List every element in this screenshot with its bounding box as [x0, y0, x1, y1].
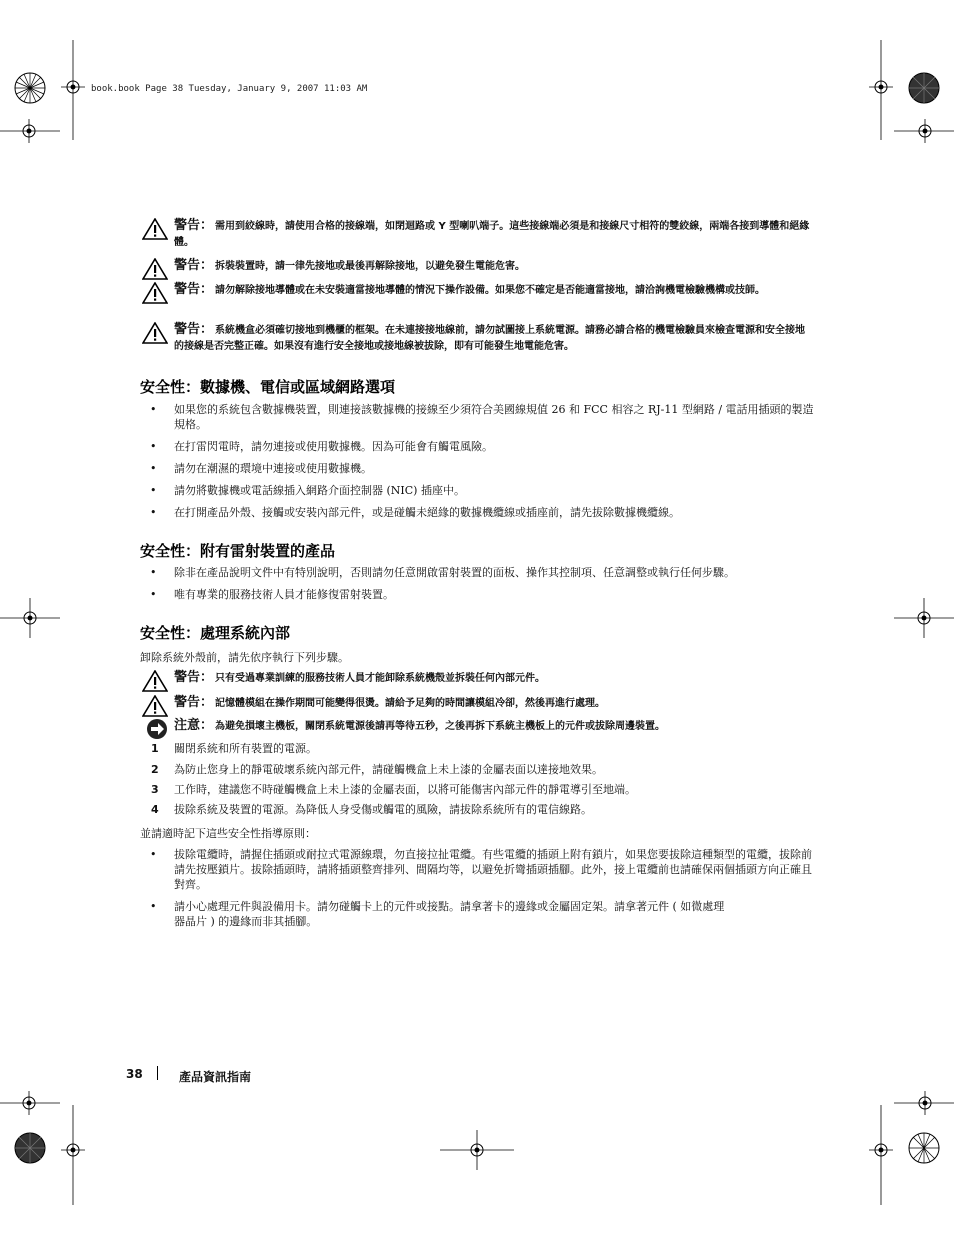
- list-item: • 請勿在潮濕的環境中連接或使用數據機。: [150, 462, 372, 475]
- warning-block: [142, 670, 814, 687]
- warning-label: 警告：: [174, 218, 214, 233]
- warning-text: 只有受過專業訓練的服務技術人員才能卸除系統機殼並拆裝任何內部元件。: [215, 673, 546, 684]
- guidelines-intro: 並請適時記下這些安全性指導原則：: [140, 827, 316, 840]
- warning-text: 拆裝裝置時，請一律先接地或最後再解除接地，以避免發生電能危害。: [215, 261, 526, 272]
- notice-label: 注意：: [174, 718, 214, 733]
- list-item: • 請勿將數據機或電話線插入網路介面控制器 (NIC) 插座中。: [150, 484, 465, 497]
- step-item: 2 為防止您身上的靜電破壞系統內部元件，請碰觸機盒上未上漆的金屬表面以達接地效果。: [151, 763, 603, 776]
- step-item: 1 關閉系統和所有裝置的電源。: [151, 742, 317, 755]
- registration-mark-icon: [0, 598, 60, 638]
- footer-divider: [157, 1066, 158, 1080]
- step-item: 4 拔除系統及裝置的電源。為降低人身受傷或觸電的風險，請拔除系統所有的電信線路。: [151, 803, 592, 816]
- list-item: • 在打雷閃電時，請勿連接或使用數據機。因為可能會有觸電風險。: [150, 440, 493, 453]
- warning-label: 警告：: [174, 282, 214, 297]
- list-item: • 除非在產品說明文件中有特別說明，否則請勿任意開啟雷射裝置的面板、操作其控制項、任意調整或執行任何步驟。: [150, 566, 735, 579]
- warning-block: [142, 695, 814, 712]
- list-item: • 唯有專業的服務技術人員才能修復雷射裝置。: [150, 588, 394, 601]
- warning-triangle-icon: [142, 695, 168, 717]
- registration-mark-icon: [894, 116, 954, 146]
- starburst-mark-icon: [14, 1132, 46, 1164]
- warning-block: [142, 282, 814, 299]
- warning-label: 警告：: [174, 258, 214, 273]
- list-item: • 如果您的系統包含數據機裝置，則連接該數據機的接線至少須符合美國線規值 26 和 FCC 相容之 RJ-11 型網路 / 電話用插頭的製造規格。: [150, 403, 814, 431]
- warning-text: 系統機盒必須確切接地到機櫃的框架。在未連接接地線前，請勿試圖接上系統電源。請務必請合格的機電檢驗員來檢查電源和安全接地的接線是否完整正確。如果沒有進行安全接地或接地線被拔除，即有可能發生地電能危害。: [174, 325, 806, 352]
- section-heading: 安全性：附有雷射裝置的產品: [140, 542, 336, 560]
- list-item: • 請小心處理元件與設備用卡。請勿碰觸卡上的元件或接點。請拿著卡的邊緣或金屬固定架。請拿著元件 ( 如微處理器晶片 ) 的邊緣而非其插腳。: [150, 900, 725, 928]
- registration-mark-icon: [440, 1130, 514, 1170]
- intro-text: 卸除系統外殼前，請先依序執行下列步驟。: [140, 651, 349, 664]
- warning-triangle-icon: [142, 258, 168, 280]
- warning-text: 需用到絞線時，請使用合格的接線端，如閉迴路或 Y 型喇叭端子。這些接線端必須是和接線尺寸相符的雙絞線，兩端各接到導體和絕緣體。: [174, 221, 810, 248]
- registration-mark-icon: [58, 1105, 88, 1205]
- section-heading: 安全性：數據機、電信或區域網路選項: [140, 378, 396, 396]
- page-number: 38: [126, 1067, 143, 1081]
- warning-label: 警告：: [174, 670, 214, 685]
- notice-text: 為避免損壞主機板，關閉系統電源後請再等待五秒，之後再拆下系統主機板上的元件或拔除周邊裝置。: [215, 721, 666, 732]
- warning-text: 請勿解除接地導體或在未安裝適當接地導體的情況下操作設備。如果您不確定是否能適當接地，請洽詢機電檢驗機構或技師。: [215, 285, 766, 296]
- registration-mark-icon: [0, 1088, 60, 1118]
- warning-triangle-icon: [142, 218, 168, 240]
- list-item: • 拔除電纜時，請握住插頭或耐拉式電源線環，勿直接拉扯電纜。有些電纜的插頭上附有鎖片，如果您要拔除這種類型的電纜，拔除前請先按壓鎖片。拔除插頭時，請將插頭整齊排列、間隔均等，以避免折彎插頭插腳。此外，接上電纜前也請確保兩個插頭方向正確且對齊。: [150, 848, 812, 891]
- warning-triangle-icon: [142, 282, 168, 304]
- warning-block: [142, 322, 814, 355]
- registration-mark-icon: [866, 1105, 896, 1205]
- step-item: 3 工作時，建議您不時碰觸機盒上未上漆的金屬表面，以將可能傷害內部元件的靜電導引至地端。: [151, 783, 636, 796]
- running-header: book.book Page 38 Tuesday, January 9, 2007 11:03 AM: [91, 84, 368, 94]
- warning-label: 警告：: [174, 695, 214, 710]
- notice-block: [142, 718, 814, 735]
- warning-triangle-icon: [142, 670, 168, 692]
- list-item: • 在打開產品外殼、接觸或安裝內部元件，或是碰觸未絕緣的數據機纜線或插座前，請先拔除數據機纜線。: [150, 506, 680, 519]
- warning-label: 警告：: [174, 322, 214, 337]
- warning-text: 記憶體模組在操作期間可能變得很燙。請給予足夠的時間讓模組冷卻，然後再進行處理。: [215, 698, 606, 709]
- registration-mark-icon: [894, 1088, 954, 1118]
- registration-mark-icon: [58, 40, 88, 140]
- warning-block: [142, 218, 814, 251]
- starburst-mark-icon: [908, 1132, 940, 1164]
- registration-mark-icon: [0, 116, 60, 146]
- section-heading: 安全性：處理系統內部: [140, 624, 291, 642]
- notice-arrow-icon: [146, 718, 168, 740]
- footer-title: 產品資訊指南: [179, 1070, 252, 1084]
- registration-mark-icon: [894, 598, 954, 638]
- warning-triangle-icon: [142, 322, 168, 344]
- warning-block: [142, 258, 814, 275]
- registration-mark-icon: [866, 40, 896, 140]
- starburst-mark-icon: [14, 72, 46, 104]
- starburst-mark-icon: [908, 72, 940, 104]
